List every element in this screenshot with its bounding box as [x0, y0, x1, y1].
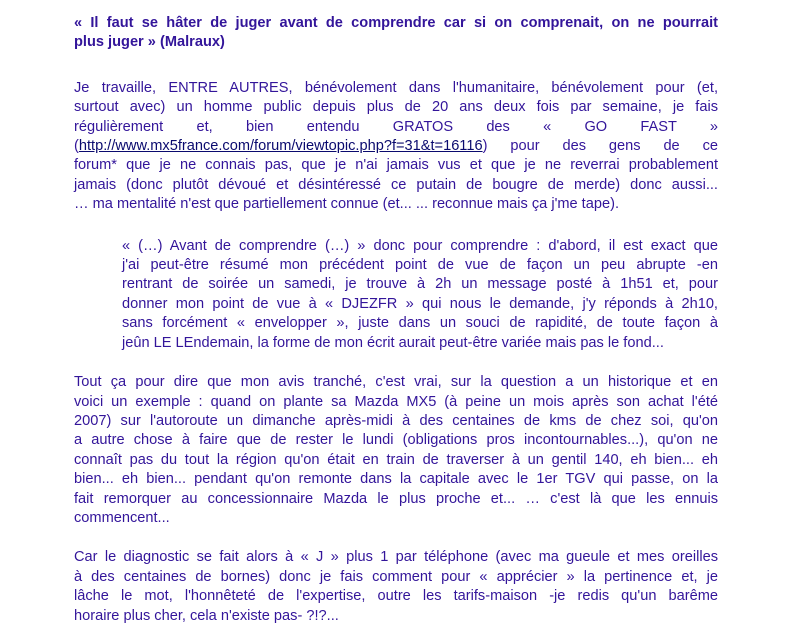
- text-line: commencent...: [74, 509, 170, 526]
- quote-line: jeûn LE LEndemain, la forme de mon écrit aurait peut-être variée mais pas le fond...: [122, 334, 664, 351]
- heading-line: plus juger » (Malraux): [74, 34, 225, 51]
- text-line: a autre chose à faire que de rester le lundi (obligations pros incontournables...), qu'on ne: [74, 432, 718, 449]
- text-line: horaire plus cher, cela n'existe pas- ?!?...: [74, 607, 339, 624]
- text-line: lâche le mot, l'honnêteté de l'expertise, outre les tarifs-maison -je redis qu'un barême: [74, 588, 718, 605]
- quote-line: donner mon point de vue à « DJEZFR » qui nous le demande, j'y réponds à 2h10,: [122, 295, 718, 312]
- text-line: surtout avec) un homme public depuis plus de 20 ans deux fois par semaine, je fais: [74, 99, 718, 116]
- text-line: à des centaines de bornes) donc je fais comment pour « apprécier » la pertinence et, je: [74, 568, 718, 585]
- text-fragment: ) pour des gens de ce: [482, 138, 718, 155]
- text-line: Car le diagnostic se fait alors à « J » plus 1 par téléphone (avec ma gueule et mes oreilles: [74, 549, 718, 566]
- text-line: voici un exemple : quand on plante sa Mazda MX5 (à peine un mois après son achat l'été: [74, 393, 718, 410]
- text-line: régulièrement et, bien entendu GRATOS des « GO FAST »: [74, 118, 718, 135]
- text-line: Je travaille, ENTRE AUTRES, bénévolement dans l'humanitaire, bénévolement pour (et,: [74, 79, 718, 96]
- quote-heading: [74, 14, 718, 53]
- text-line: jamais (donc plutôt dévoué et désintéressé ce putain de bougre de merde) donc aussi...: [74, 176, 718, 193]
- quote-line: « (…) Avant de comprendre (…) » donc pour comprendre : d'abord, il est exact que: [122, 237, 718, 254]
- quote-line: sans forcément « envelopper », juste dans un souci de rapidité, de toute façon à: [122, 315, 718, 332]
- text-line: connaît pas du tout la région qu'on était en train de traverser à un gentil 140, eh bien... eh: [74, 451, 718, 468]
- quote-line: j'ai peut-être résumé mon précédent point de vue de façon un peu abrupte -en: [122, 257, 718, 274]
- text-line-with-link: [74, 137, 718, 156]
- text-line: Tout ça pour dire que mon avis tranché, c'est vrai, sur la question a un historique et en: [74, 374, 718, 391]
- paragraph-diagnostic: [74, 548, 718, 626]
- heading-line: « Il faut se hâter de juger avant de comprendre car si on comprenait, on ne pourrait: [74, 15, 718, 31]
- text-line: … ma mentalité n'est que partiellement connue (et... ... reconnue mais ça j'me tape).: [74, 196, 619, 213]
- paragraph-intro: [74, 79, 718, 215]
- quote-line: rentrant de soirée un samedi, je trouve à 2h un message posté à 1h51 et, pour: [122, 276, 718, 293]
- text-line: bien... eh bien... pendant qu'on remonte dans la capitale avec le 1er TGV qui passe, on la: [74, 471, 718, 488]
- text-line: forum* que je ne connais pas, que je n'ai jamais vus et que je ne reverrai probablement: [74, 157, 718, 174]
- text-line: fait remorquer au concessionnaire Mazda le plus proche et... … c'est là que les ennuis: [74, 490, 718, 507]
- forum-topic-link[interactable]: http://www.mx5france.com/forum/viewtopic.php?f=31&t=16116: [78, 138, 483, 155]
- text-fragment: (: [74, 138, 79, 155]
- text-line: 2007) sur l'autoroute un dimanche après-midi à des centaines de kms de chez soi, qu'on: [74, 412, 718, 429]
- paragraph-history: [74, 373, 718, 528]
- document-body: [74, 14, 718, 626]
- block-quote: [122, 237, 718, 353]
